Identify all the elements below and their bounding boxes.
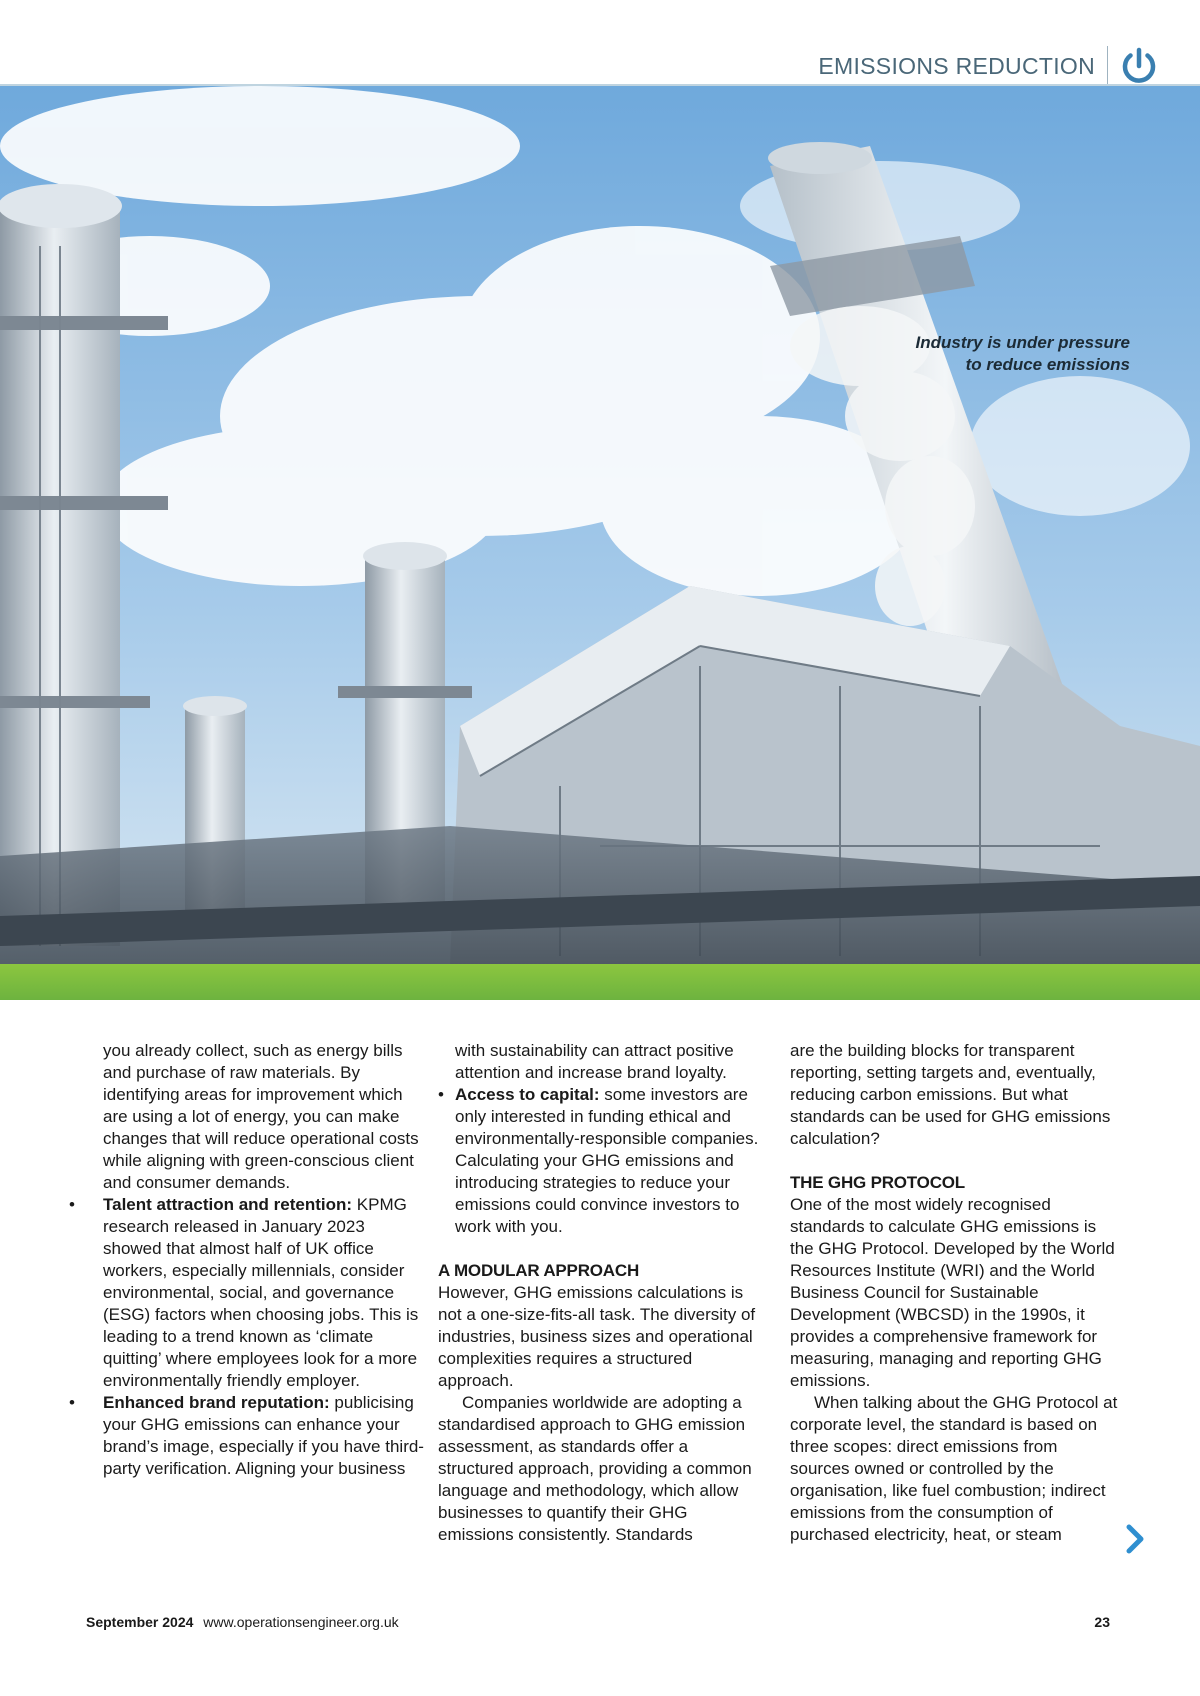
section-label: EMISSIONS REDUCTION	[818, 46, 1108, 86]
column2-paragraph: However, GHG emissions calculations is not a one-size-fits-all task. The diversity of industries, business sizes and operational complexities requires a structured approach.	[438, 1283, 756, 1390]
section-header	[818, 44, 1160, 88]
bullet-capital	[438, 1084, 760, 1238]
column2-paragraph: Companies worldwide are adopting a standardised approach to GHG emission assessment, as standards offer a structured approach, providing a common language and methodology, which allow businesses to quantify their GHG emissions consistently. Standards	[438, 1393, 752, 1544]
photo-caption: Industry is under pressure to reduce emissions	[915, 333, 1130, 374]
column3-paragraph: When talking about the GHG Protocol at corporate level, the standard is based on three scopes: direct emissions from sources owned or controlled by the organisation, like fuel combustion; indirect emissions from the consumption of purchased electricity, heat, or steam	[790, 1393, 1118, 1544]
bullet-dot: •	[69, 1393, 75, 1412]
bullet-text: KPMG research released in January 2023 showed that almost half of UK office workers, especially millennials, consider environmental, social, and governance (ESG) factors when choosing jobs. This is leading to a trend known as ‘climate quitting’ where employees look for a more environmentally friendly employer.	[103, 1195, 419, 1390]
subhead-modular: A MODULAR APPROACH	[438, 1261, 640, 1280]
bullet-dot: •	[438, 1085, 444, 1104]
column1-paragraph: you already collect, such as energy bills and purchase of raw materials. By identifying areas for improvement which are using a lot of energy, you can make changes that will reduce operational costs while aligning with green-conscious client and consumer demands.	[103, 1041, 419, 1192]
column-2	[438, 1040, 760, 1546]
bullet-title: Enhanced brand reputation:	[103, 1393, 330, 1412]
power-icon	[1118, 45, 1160, 87]
column-3	[790, 1040, 1120, 1546]
bullet-title: Access to capital:	[455, 1085, 600, 1104]
bullet-dot: •	[69, 1195, 75, 1214]
next-page-arrow-icon[interactable]	[1124, 1524, 1146, 1554]
column3-paragraph: One of the most widely recognised standards to calculate GHG emissions is the GHG Protocol. Developed by the World Resources Institute (WRI) and the World Business Council for Sustainable Development (WBCSD) in the 1990s, it provides a comprehensive framework for measuring, managing and reporting GHG emissions.	[790, 1195, 1115, 1390]
column2-continued: with sustainability can attract positive attention and increase brand loyalty.	[455, 1041, 734, 1082]
bullet-text: some investors are only interested in funding ethical and environmentally-responsible companies. Calculating your GHG emissions and introducing strategies to reduce your emissions could convince investors to work with you.	[455, 1085, 759, 1236]
subhead-ghg-protocol: THE GHG PROTOCOL	[790, 1173, 965, 1192]
bullet-text: publicising your GHG emissions can enhance your brand’s image, especially if you have third-party verification. Aligning your business	[103, 1393, 424, 1478]
bullet-title: Talent attraction and retention:	[103, 1195, 353, 1214]
column3-paragraph: are the building blocks for transparent reporting, setting targets and, eventually, reducing carbon emissions. But what standards can be used for GHG emissions calculation?	[790, 1041, 1111, 1148]
column-1	[69, 1040, 426, 1480]
footer-date: September 2024	[86, 1614, 194, 1630]
footer-url[interactable]: www.operationsengineer.org.uk	[203, 1614, 399, 1630]
hero-image	[0, 86, 1200, 964]
bullet-brand	[69, 1392, 426, 1480]
page-footer	[86, 1614, 1110, 1630]
bullet-talent	[69, 1194, 426, 1392]
green-accent-band	[0, 964, 1200, 1000]
page-number: 23	[1094, 1614, 1110, 1630]
